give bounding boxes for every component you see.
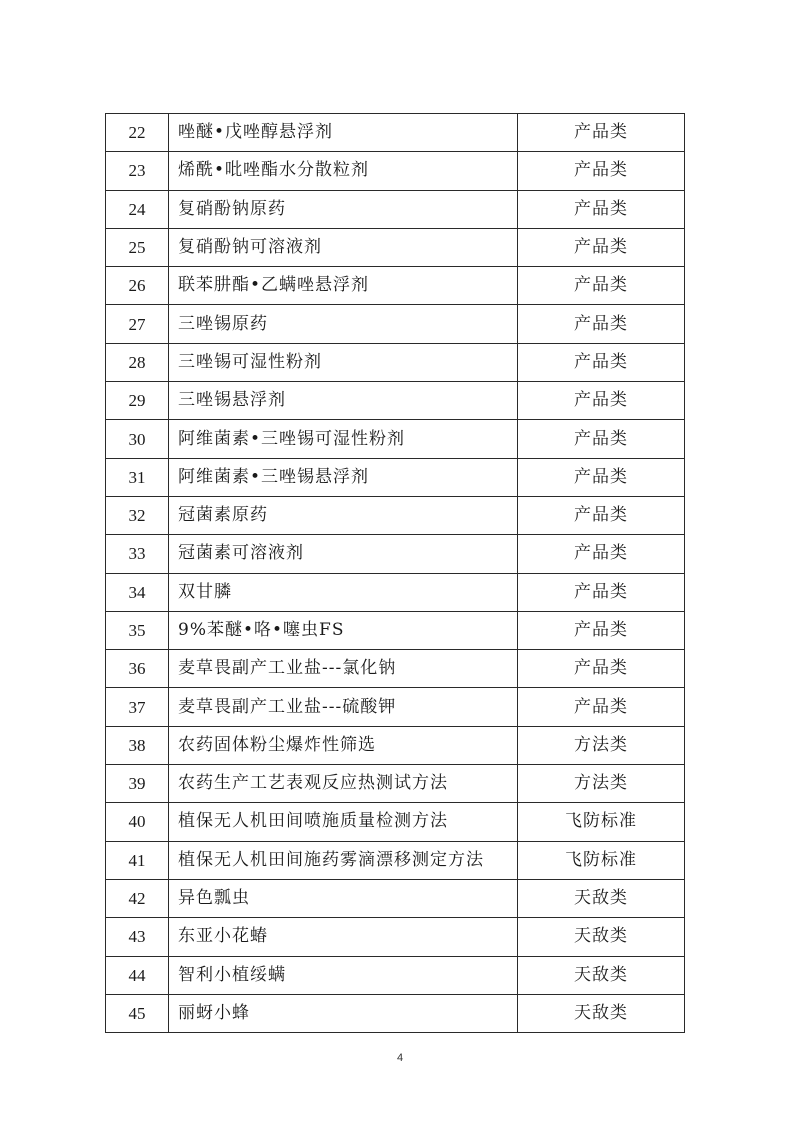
row-number: 24	[106, 190, 169, 228]
standard-name: 智利小植绥螨	[169, 956, 518, 994]
table-row	[106, 152, 685, 190]
page-number: 4	[396, 1052, 404, 1064]
standard-name: 麦草畏副产工业盐---氯化钠	[169, 650, 518, 688]
standard-category: 产品类	[518, 267, 685, 305]
table-row	[106, 918, 685, 956]
row-number: 31	[106, 458, 169, 496]
standard-category: 天敌类	[518, 918, 685, 956]
standard-category: 方法类	[518, 765, 685, 803]
standard-name: 异色瓢虫	[169, 879, 518, 917]
standard-category: 天敌类	[518, 879, 685, 917]
standard-category: 产品类	[518, 343, 685, 381]
standard-category: 飞防标准	[518, 841, 685, 879]
table-row	[106, 343, 685, 381]
row-number: 44	[106, 956, 169, 994]
table-row	[106, 305, 685, 343]
row-number: 37	[106, 688, 169, 726]
row-number: 38	[106, 726, 169, 764]
row-number: 40	[106, 803, 169, 841]
standard-name: 植保无人机田间喷施质量检测方法	[169, 803, 518, 841]
table-row	[106, 458, 685, 496]
standard-category: 产品类	[518, 305, 685, 343]
standard-name: 双甘膦	[169, 573, 518, 611]
standard-name: 三唑锡可湿性粉剂	[169, 343, 518, 381]
row-number: 32	[106, 496, 169, 534]
table-row	[106, 190, 685, 228]
table-row	[106, 726, 685, 764]
standard-name: 麦草畏副产工业盐---硫酸钾	[169, 688, 518, 726]
standard-category: 产品类	[518, 190, 685, 228]
standard-name: 植保无人机田间施药雾滴漂移测定方法	[169, 841, 518, 879]
row-number: 34	[106, 573, 169, 611]
table-row	[106, 228, 685, 266]
standard-name: 三唑锡原药	[169, 305, 518, 343]
standards-table-body	[106, 114, 685, 1033]
standard-name: 冠菌素原药	[169, 496, 518, 534]
table-row	[106, 765, 685, 803]
standard-name: 9%苯醚•咯•噻虫FS	[169, 611, 518, 649]
row-number: 35	[106, 611, 169, 649]
standard-category: 产品类	[518, 535, 685, 573]
standard-category: 天敌类	[518, 994, 685, 1032]
table-row	[106, 688, 685, 726]
table-row	[106, 535, 685, 573]
row-number: 29	[106, 382, 169, 420]
standard-category: 产品类	[518, 573, 685, 611]
standard-name: 复硝酚钠可溶液剂	[169, 228, 518, 266]
standard-name: 丽蚜小蜂	[169, 994, 518, 1032]
standard-category: 产品类	[518, 382, 685, 420]
table-row	[106, 420, 685, 458]
standard-category: 产品类	[518, 420, 685, 458]
row-number: 22	[106, 114, 169, 152]
row-number: 42	[106, 879, 169, 917]
row-number: 30	[106, 420, 169, 458]
row-number: 45	[106, 994, 169, 1032]
row-number: 23	[106, 152, 169, 190]
table-row	[106, 803, 685, 841]
table-row	[106, 611, 685, 649]
table-row	[106, 267, 685, 305]
standard-category: 产品类	[518, 114, 685, 152]
table-row	[106, 841, 685, 879]
standard-category: 产品类	[518, 611, 685, 649]
standard-name: 东亚小花蝽	[169, 918, 518, 956]
standard-category: 天敌类	[518, 956, 685, 994]
standard-category: 方法类	[518, 726, 685, 764]
standard-name: 唑醚•戊唑醇悬浮剂	[169, 114, 518, 152]
table-row	[106, 956, 685, 994]
standards-table	[105, 113, 685, 1033]
table-row	[106, 382, 685, 420]
table-row	[106, 496, 685, 534]
standard-name: 联苯肼酯•乙螨唑悬浮剂	[169, 267, 518, 305]
standard-name: 农药生产工艺表观反应热测试方法	[169, 765, 518, 803]
standard-name: 烯酰•吡唑酯水分散粒剂	[169, 152, 518, 190]
standard-category: 产品类	[518, 228, 685, 266]
standard-category: 飞防标准	[518, 803, 685, 841]
row-number: 27	[106, 305, 169, 343]
standard-name: 阿维菌素•三唑锡悬浮剂	[169, 458, 518, 496]
table-row	[106, 573, 685, 611]
row-number: 39	[106, 765, 169, 803]
standard-name: 复硝酚钠原药	[169, 190, 518, 228]
standard-name: 阿维菌素•三唑锡可湿性粉剂	[169, 420, 518, 458]
standard-category: 产品类	[518, 152, 685, 190]
row-number: 28	[106, 343, 169, 381]
table-row	[106, 650, 685, 688]
standard-category: 产品类	[518, 496, 685, 534]
row-number: 26	[106, 267, 169, 305]
standard-category: 产品类	[518, 650, 685, 688]
standard-category: 产品类	[518, 458, 685, 496]
table-row	[106, 879, 685, 917]
row-number: 33	[106, 535, 169, 573]
row-number: 25	[106, 228, 169, 266]
row-number: 41	[106, 841, 169, 879]
table-row	[106, 994, 685, 1032]
standard-name: 冠菌素可溶液剂	[169, 535, 518, 573]
standard-name: 三唑锡悬浮剂	[169, 382, 518, 420]
row-number: 36	[106, 650, 169, 688]
standard-category: 产品类	[518, 688, 685, 726]
table-row	[106, 114, 685, 152]
row-number: 43	[106, 918, 169, 956]
standard-name: 农药固体粉尘爆炸性筛选	[169, 726, 518, 764]
